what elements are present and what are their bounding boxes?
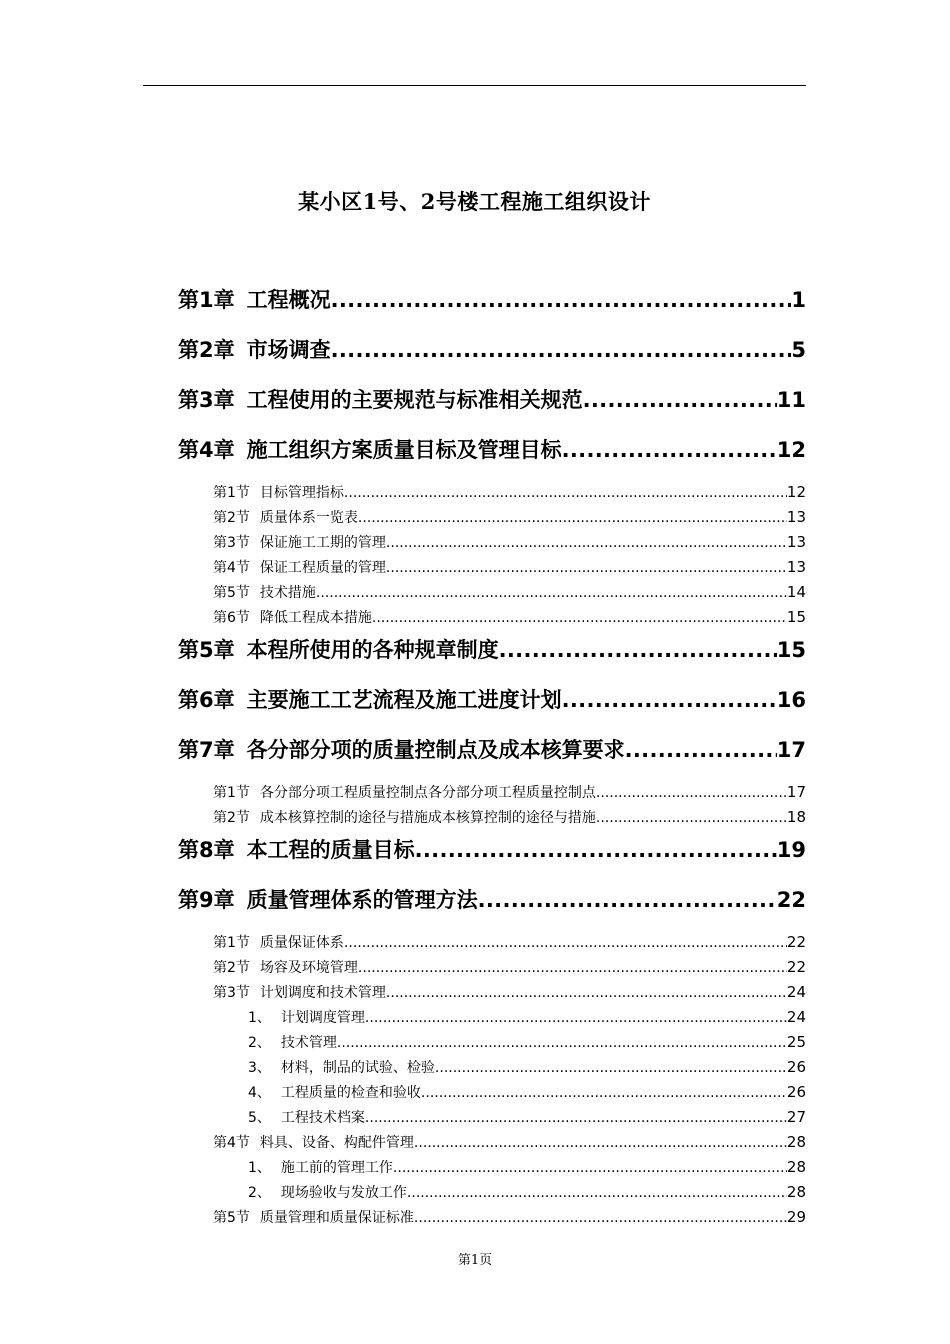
toc-entry-number: 第2节 xyxy=(213,810,250,826)
dot-leader xyxy=(435,1056,787,1080)
toc-entry-label xyxy=(248,1156,393,1180)
toc-item-entry[interactable] xyxy=(248,1055,806,1080)
toc-entry-page-number: 22 xyxy=(786,958,806,976)
toc-entry-title: 质量保证体系 xyxy=(259,935,344,951)
toc-entry-title: 成本核算控制的途径与措施成本核算控制的途径与措施 xyxy=(259,810,596,826)
toc-entry-number: 第2章 xyxy=(178,338,235,362)
toc-item-entry[interactable] xyxy=(248,1105,806,1130)
toc-section-entry[interactable] xyxy=(213,805,806,830)
toc-item-entry[interactable] xyxy=(248,1155,806,1180)
toc-entry-label xyxy=(248,1181,407,1205)
toc-entry-label xyxy=(178,730,625,770)
header-rule xyxy=(143,85,806,86)
dot-leader xyxy=(386,556,787,580)
toc-section-entry[interactable] xyxy=(213,780,806,805)
toc-chapter-entry[interactable] xyxy=(178,380,806,430)
toc-entry-number: 2、 xyxy=(248,1185,271,1201)
dot-leader xyxy=(407,1181,787,1205)
dot-leader xyxy=(358,506,787,530)
toc-entry-label xyxy=(213,931,344,955)
page-footer: 第1页 xyxy=(457,1253,493,1268)
toc-entry-title: 技术措施 xyxy=(259,585,316,601)
toc-entry-title: 工程概况 xyxy=(246,288,331,312)
dot-leader xyxy=(337,1031,787,1055)
toc-entry-title: 保证工程质量的管理 xyxy=(259,560,386,576)
toc-entry-page-number: 15 xyxy=(786,608,806,626)
dot-leader xyxy=(562,680,777,720)
toc-chapter-entry[interactable] xyxy=(178,680,806,730)
dot-leader xyxy=(365,1106,787,1130)
dot-leader xyxy=(344,481,787,505)
toc-entry-label xyxy=(178,430,562,470)
toc-entry-number: 第3节 xyxy=(213,535,250,551)
toc-entry-title: 技术管理 xyxy=(280,1035,337,1051)
dot-leader xyxy=(562,430,777,470)
toc-entry-number: 第2节 xyxy=(213,510,250,526)
toc-entry-label xyxy=(178,380,583,420)
toc-entry-number: 第5节 xyxy=(213,585,250,601)
toc-entry-label xyxy=(178,330,331,370)
toc-entry-label xyxy=(213,1131,414,1155)
toc-chapter-entry[interactable] xyxy=(178,830,806,880)
toc-entry-label xyxy=(248,1006,365,1030)
toc-chapter-entry[interactable] xyxy=(178,630,806,680)
toc-item-entry[interactable] xyxy=(248,1005,806,1030)
toc-entry-title: 保证施工工期的管理 xyxy=(259,535,386,551)
toc-entry-number: 第1章 xyxy=(178,288,235,312)
dot-leader xyxy=(372,606,787,630)
dot-leader xyxy=(386,981,787,1005)
toc-entry-page-number: 16 xyxy=(776,688,806,712)
toc-entry-title: 本工程的质量目标 xyxy=(246,838,415,862)
toc-entry-number: 第8章 xyxy=(178,838,235,862)
toc-entry-label xyxy=(213,506,358,530)
dot-leader xyxy=(415,830,777,870)
toc-entry-label xyxy=(213,981,386,1005)
toc-entry-label xyxy=(213,481,344,505)
toc-entry-number: 第4节 xyxy=(213,560,250,576)
toc-entry-page-number: 22 xyxy=(786,933,806,951)
toc-entry-title: 质量管理体系的管理方法 xyxy=(246,888,478,912)
toc-entry-number: 第4章 xyxy=(178,438,235,462)
toc-entry-number: 第6节 xyxy=(213,610,250,626)
toc-section-entry[interactable] xyxy=(213,480,806,505)
toc-entry-number: 2、 xyxy=(248,1035,271,1051)
toc-entry-title: 目标管理指标 xyxy=(259,485,344,501)
toc-entry-page-number: 18 xyxy=(786,808,806,826)
toc-item-entry[interactable] xyxy=(248,1080,806,1105)
toc-section-entry[interactable] xyxy=(213,580,806,605)
toc-entry-title: 现场验收与发放工作 xyxy=(280,1185,407,1201)
toc-section-entry[interactable] xyxy=(213,1130,806,1155)
toc-entry-number: 第3节 xyxy=(213,985,250,1001)
toc-entry-number: 第5节 xyxy=(213,1210,250,1226)
toc-entry-page-number: 13 xyxy=(786,558,806,576)
toc-entry-label xyxy=(248,1081,421,1105)
toc-entry-title: 计划调度和技术管理 xyxy=(259,985,386,1001)
toc-entry-label xyxy=(213,531,386,555)
dot-leader xyxy=(478,880,777,920)
toc-entry-label xyxy=(248,1056,435,1080)
toc-chapter-entry[interactable] xyxy=(178,280,806,330)
toc-entry-page-number: 28 xyxy=(786,1183,806,1201)
toc-section-entry[interactable] xyxy=(213,980,806,1005)
toc-entry-label xyxy=(178,830,415,870)
dot-leader xyxy=(386,531,787,555)
toc-entry-title: 施工前的管理工作 xyxy=(280,1160,393,1176)
toc-entry-number: 第1节 xyxy=(213,785,250,801)
toc-entry-number: 第5章 xyxy=(178,638,235,662)
toc-entry-title: 质量体系一览表 xyxy=(259,510,358,526)
toc-entry-page-number: 13 xyxy=(786,533,806,551)
toc-chapter-entry[interactable] xyxy=(178,430,806,480)
dot-leader xyxy=(414,1131,787,1155)
toc-entry-number: 5、 xyxy=(248,1110,271,1126)
toc-chapter-entry[interactable] xyxy=(178,730,806,780)
toc-entry-label xyxy=(178,680,562,720)
toc-entry-page-number: 12 xyxy=(786,483,806,501)
dot-leader xyxy=(331,280,792,320)
dot-leader xyxy=(365,1006,787,1030)
toc-entry-title: 市场调查 xyxy=(246,338,331,362)
dot-leader xyxy=(358,956,787,980)
dot-leader xyxy=(414,1206,787,1230)
toc-entry-label xyxy=(178,280,331,320)
toc-entry-number: 1、 xyxy=(248,1160,271,1176)
toc-section-entry[interactable] xyxy=(213,530,806,555)
toc-section-entry[interactable] xyxy=(213,1205,806,1230)
toc-entry-page-number: 28 xyxy=(786,1158,806,1176)
toc-section-entry[interactable] xyxy=(213,605,806,630)
toc-entry-page-number: 26 xyxy=(786,1058,806,1076)
toc-section-entry[interactable] xyxy=(213,555,806,580)
toc-entry-label xyxy=(213,1206,414,1230)
toc-entry-label xyxy=(178,880,478,920)
toc-entry-title: 计划调度管理 xyxy=(280,1010,365,1026)
toc-entry-number: 第2节 xyxy=(213,960,250,976)
dot-leader xyxy=(393,1156,787,1180)
toc-entry-page-number: 22 xyxy=(776,888,806,912)
toc-entry-number: 第3章 xyxy=(178,388,235,412)
toc-entry-title: 料具、设备、构配件管理 xyxy=(259,1135,414,1151)
toc-entry-label xyxy=(248,1106,365,1130)
toc-entry-page-number: 17 xyxy=(776,738,806,762)
toc-section-entry[interactable] xyxy=(213,955,806,980)
toc-entry-label xyxy=(213,806,596,830)
toc-entry-page-number: 17 xyxy=(786,783,806,801)
toc-entry-page-number: 13 xyxy=(786,508,806,526)
toc-entry-page-number: 25 xyxy=(786,1033,806,1051)
toc-entry-page-number: 24 xyxy=(786,983,806,1001)
toc-entry-number: 1、 xyxy=(248,1010,271,1026)
dot-leader xyxy=(596,806,787,830)
toc-entry-number: 第4节 xyxy=(213,1135,250,1151)
toc-chapter-entry[interactable] xyxy=(178,330,806,380)
dot-leader xyxy=(344,931,787,955)
toc-entry-title: 各分部分项的质量控制点及成本核算要求 xyxy=(246,738,625,762)
dot-leader xyxy=(421,1081,787,1105)
dot-leader xyxy=(499,630,777,670)
toc-entry-number: 第7章 xyxy=(178,738,235,762)
dot-leader xyxy=(331,330,792,370)
dot-leader xyxy=(316,581,787,605)
toc-entry-number: 第9章 xyxy=(178,888,235,912)
toc-entry-label xyxy=(213,581,316,605)
dot-leader xyxy=(583,380,777,420)
table-of-contents xyxy=(178,280,806,1230)
toc-entry-label xyxy=(213,956,358,980)
toc-section-entry[interactable] xyxy=(213,930,806,955)
toc-entry-number: 3、 xyxy=(248,1060,271,1076)
dot-leader xyxy=(625,730,777,770)
toc-item-entry[interactable] xyxy=(248,1180,806,1205)
toc-entry-label xyxy=(248,1031,337,1055)
toc-entry-title: 工程使用的主要规范与标准相关规范 xyxy=(246,388,583,412)
toc-entry-number: 第1节 xyxy=(213,935,250,951)
toc-section-entry[interactable] xyxy=(213,505,806,530)
toc-entry-page-number: 12 xyxy=(776,438,806,462)
dot-leader xyxy=(596,781,787,805)
toc-entry-title: 质量管理和质量保证标准 xyxy=(259,1210,414,1226)
toc-entry-title: 材料，制品的试验、检验 xyxy=(280,1060,435,1076)
toc-entry-page-number: 28 xyxy=(786,1133,806,1151)
document-title: 某小区1号、2号楼工程施工组织设计 xyxy=(298,189,651,214)
toc-entry-number: 第6章 xyxy=(178,688,235,712)
toc-entry-page-number: 11 xyxy=(776,388,806,412)
toc-entry-label xyxy=(213,556,386,580)
toc-entry-title: 降低工程成本措施 xyxy=(259,610,372,626)
toc-chapter-entry[interactable] xyxy=(178,880,806,930)
toc-entry-page-number: 27 xyxy=(786,1108,806,1126)
toc-entry-page-number: 5 xyxy=(791,338,806,362)
toc-entry-label xyxy=(213,606,372,630)
toc-entry-label xyxy=(213,781,596,805)
toc-entry-title: 场容及环境管理 xyxy=(259,960,358,976)
toc-entry-page-number: 29 xyxy=(786,1208,806,1226)
toc-entry-page-number: 26 xyxy=(786,1083,806,1101)
toc-entry-page-number: 19 xyxy=(776,838,806,862)
toc-entry-title: 施工组织方案质量目标及管理目标 xyxy=(246,438,562,462)
toc-entry-page-number: 14 xyxy=(786,583,806,601)
toc-entry-title: 工程质量的检查和验收 xyxy=(280,1085,421,1101)
toc-entry-page-number: 15 xyxy=(776,638,806,662)
toc-item-entry[interactable] xyxy=(248,1030,806,1055)
toc-entry-title: 各分部分项工程质量控制点各分部分项工程质量控制点 xyxy=(259,785,596,801)
toc-entry-label xyxy=(178,630,499,670)
toc-entry-title: 主要施工工艺流程及施工进度计划 xyxy=(246,688,562,712)
toc-entry-number: 4、 xyxy=(248,1085,271,1101)
toc-entry-page-number: 24 xyxy=(786,1008,806,1026)
toc-entry-number: 第1节 xyxy=(213,485,250,501)
toc-entry-title: 本程所使用的各种规章制度 xyxy=(246,638,499,662)
toc-entry-title: 工程技术档案 xyxy=(280,1110,365,1126)
toc-entry-page-number: 1 xyxy=(791,288,806,312)
